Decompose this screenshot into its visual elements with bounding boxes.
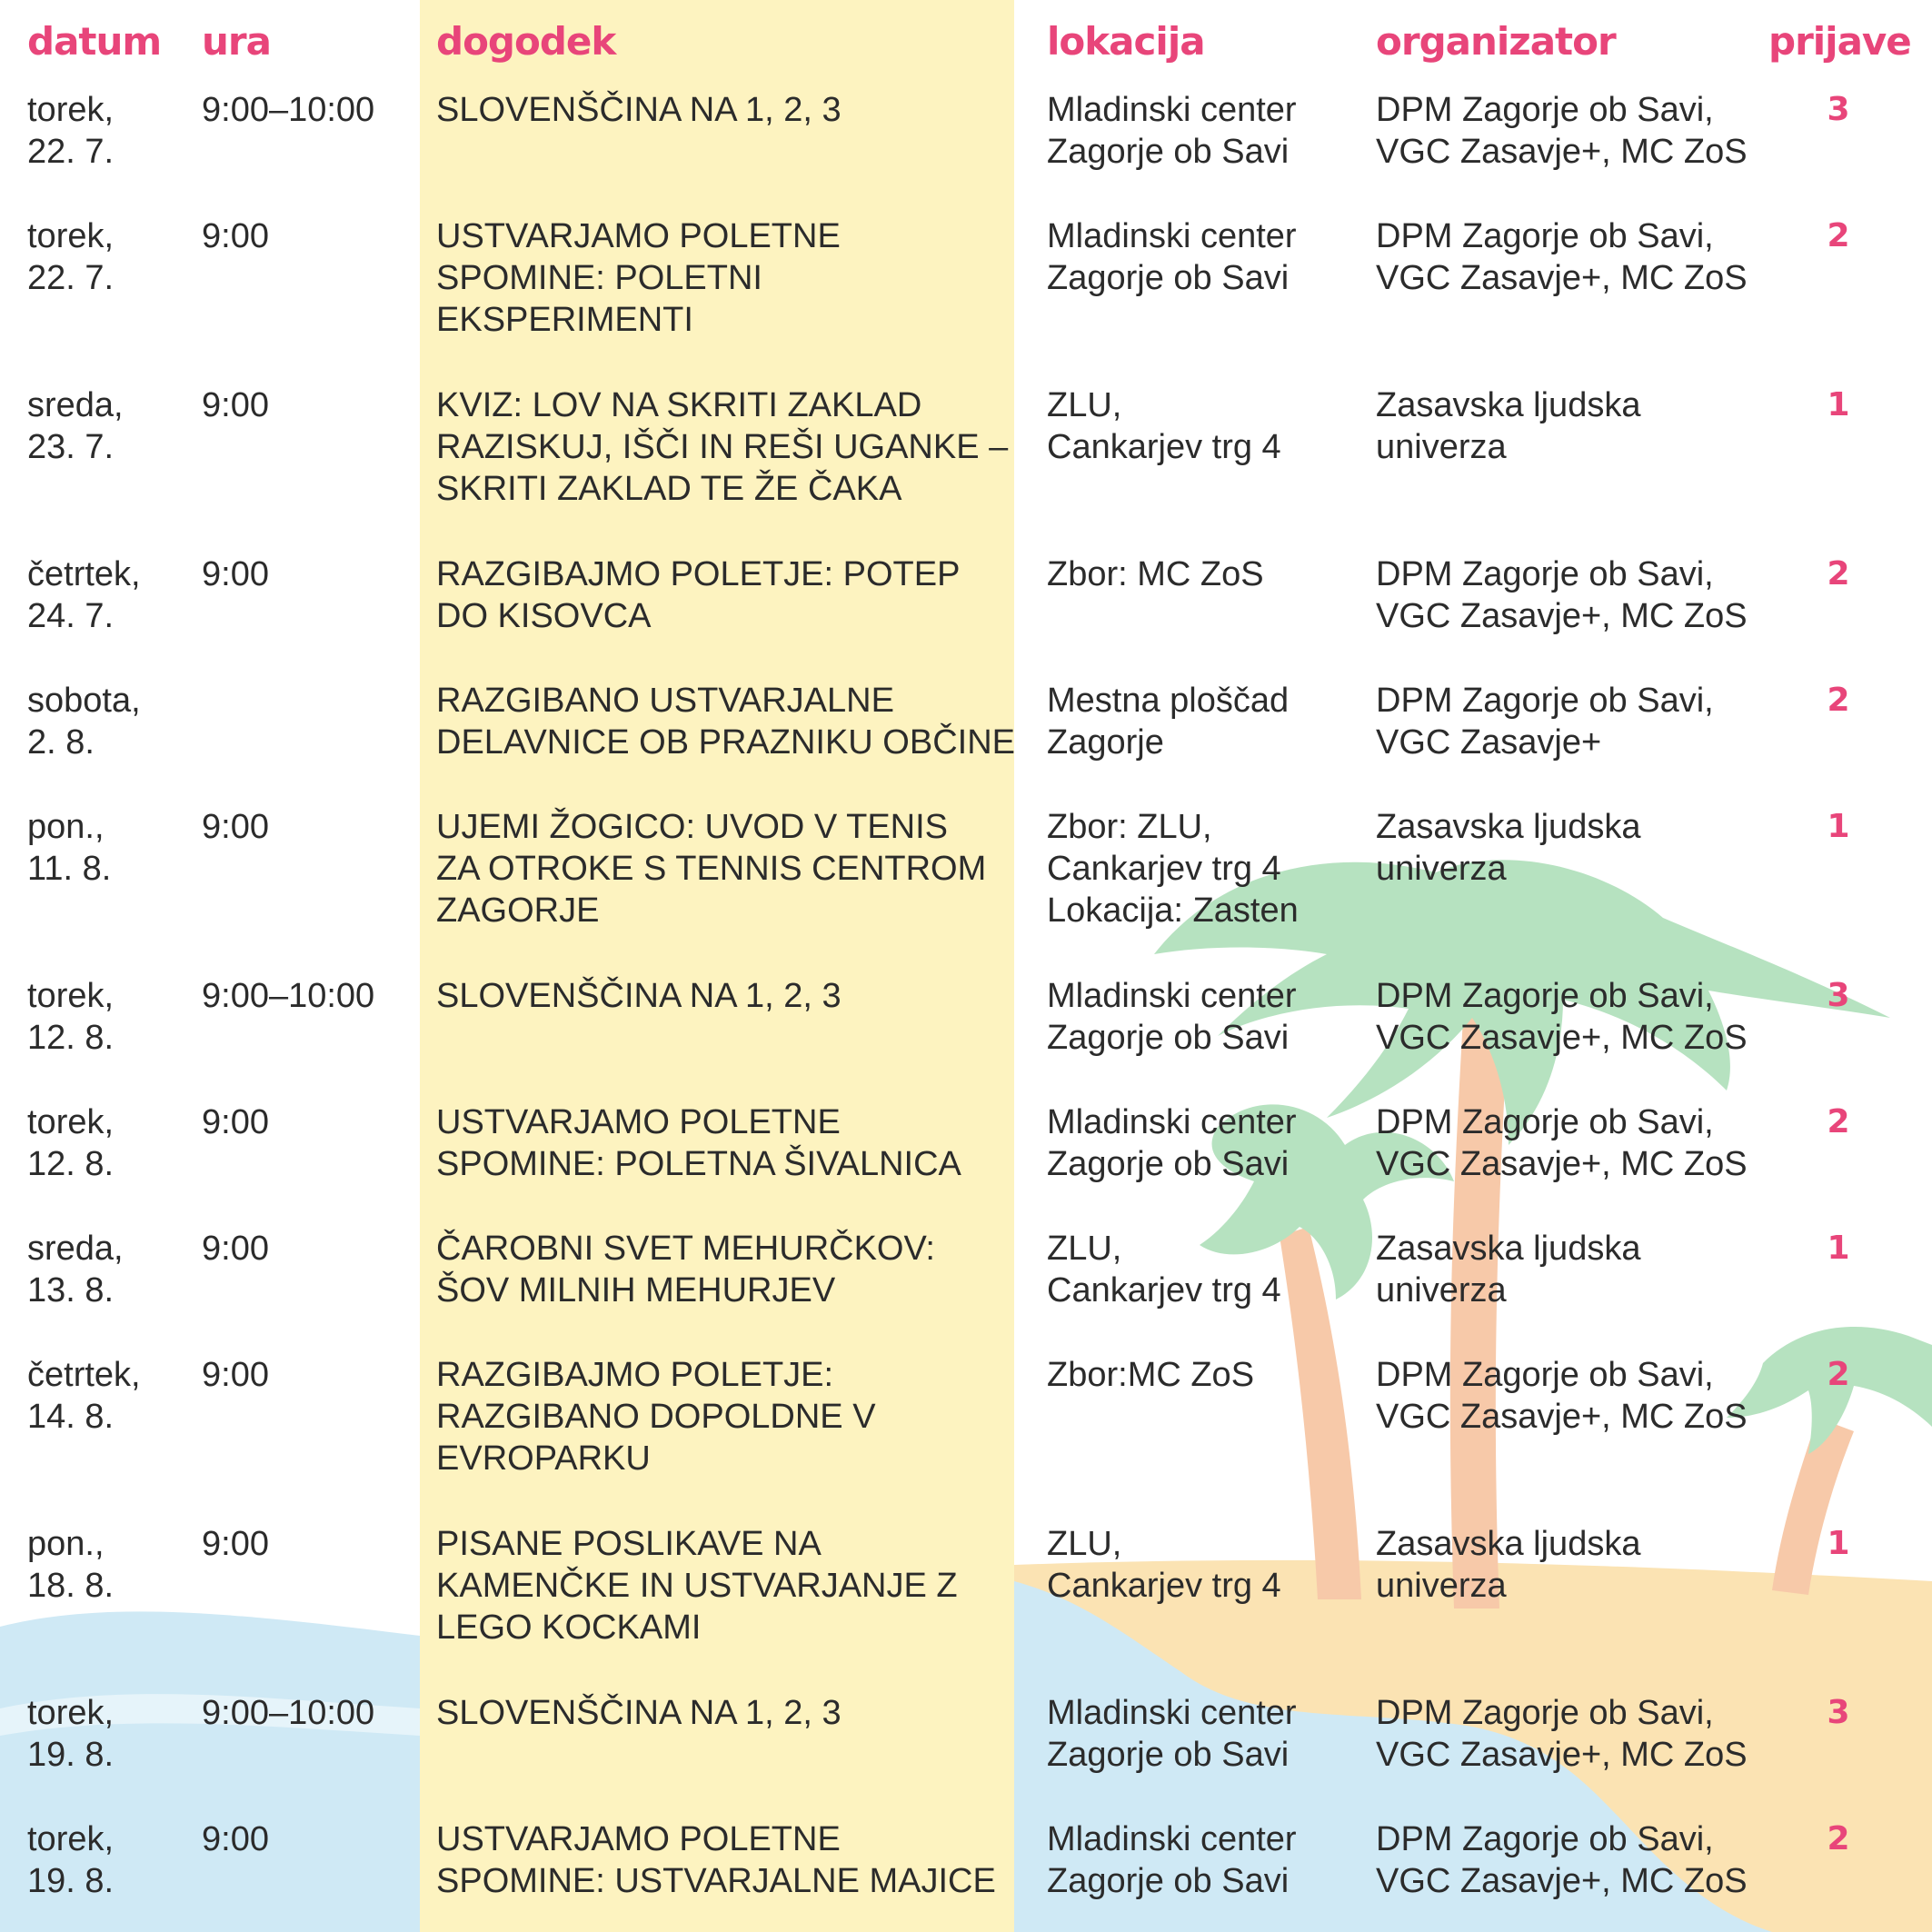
date-cell-line: 19. 8. bbox=[27, 1862, 115, 1900]
header-registrations: prijave bbox=[1768, 19, 1911, 64]
organizer-cell bbox=[1376, 553, 1776, 637]
date-cell-line: 22. 7. bbox=[27, 259, 115, 297]
location-cell-line: Mladinski center bbox=[1047, 217, 1297, 255]
date-cell-line: sobota, bbox=[27, 682, 141, 720]
event-cell-line: RAZGIBAJMO POLETJE: POTEP bbox=[436, 555, 961, 593]
organizer-cell-line: DPM Zagorje ob Savi, bbox=[1376, 682, 1714, 720]
time-cell: 9:00–10:00 bbox=[202, 977, 375, 1015]
location-cell bbox=[1047, 1101, 1374, 1185]
organizer-cell-line: VGC Zasavje+, MC ZoS bbox=[1376, 133, 1748, 171]
time-cell: 9:00 bbox=[202, 555, 269, 593]
date-cell-line: sreda, bbox=[27, 1230, 124, 1268]
event-cell-line: DO KISOVCA bbox=[436, 597, 652, 635]
organizer-cell-line: DPM Zagorje ob Savi, bbox=[1376, 217, 1714, 255]
location-cell bbox=[1047, 1692, 1374, 1776]
organizer-cell-line: Zasavska ljudska bbox=[1376, 1525, 1641, 1563]
organizer-cell bbox=[1376, 89, 1776, 173]
time-cell: 9:00–10:00 bbox=[202, 1694, 375, 1732]
organizer-cell-line: DPM Zagorje ob Savi, bbox=[1376, 1820, 1714, 1858]
date-cell-line: 2. 8. bbox=[27, 723, 95, 762]
date-cell-line: torek, bbox=[27, 217, 115, 255]
organizer-cell bbox=[1376, 1523, 1776, 1607]
registrations-cell: 2 bbox=[1827, 555, 1850, 593]
location-cell-line: Zagorje ob Savi bbox=[1047, 1736, 1290, 1774]
date-cell bbox=[27, 1101, 200, 1185]
location-cell bbox=[1047, 806, 1374, 931]
organizer-cell bbox=[1376, 806, 1776, 890]
header-organizer: organizator bbox=[1376, 19, 1616, 64]
date-cell bbox=[27, 384, 200, 468]
organizer-cell bbox=[1376, 384, 1776, 468]
organizer-cell-line: VGC Zasavje+, MC ZoS bbox=[1376, 597, 1748, 635]
event-cell bbox=[436, 975, 1018, 1017]
date-cell-line: torek, bbox=[27, 1820, 115, 1858]
event-cell bbox=[436, 553, 1018, 637]
location-cell bbox=[1047, 975, 1374, 1059]
event-cell-line: SLOVENŠČINA NA 1, 2, 3 bbox=[436, 91, 842, 129]
location-cell-line: Zagorje ob Savi bbox=[1047, 1019, 1290, 1057]
event-cell-line: ZAGORJE bbox=[436, 891, 600, 930]
event-cell bbox=[436, 384, 1018, 510]
location-cell-line: Zagorje bbox=[1047, 723, 1164, 762]
date-cell bbox=[27, 1228, 200, 1311]
date-cell-line: četrtek, bbox=[27, 1356, 141, 1394]
event-cell-line: USTVARJAMO POLETNE bbox=[436, 1820, 841, 1858]
location-cell bbox=[1047, 89, 1374, 173]
organizer-cell-line: Zasavska ljudska bbox=[1376, 386, 1641, 424]
date-cell bbox=[27, 553, 200, 637]
date-cell-line: 14. 8. bbox=[27, 1398, 115, 1436]
registrations-cell: 1 bbox=[1827, 1525, 1850, 1562]
organizer-cell-line: VGC Zasavje+, MC ZoS bbox=[1376, 1862, 1748, 1900]
organizer-cell-line: DPM Zagorje ob Savi, bbox=[1376, 1356, 1714, 1394]
date-cell-line: 12. 8. bbox=[27, 1019, 115, 1057]
organizer-cell-line: univerza bbox=[1376, 850, 1507, 888]
location-cell bbox=[1047, 680, 1374, 763]
organizer-cell-line: univerza bbox=[1376, 1567, 1507, 1605]
event-cell-line: RAZGIBANO USTVARJALNE bbox=[436, 682, 894, 720]
date-cell bbox=[27, 89, 200, 173]
date-cell-line: torek, bbox=[27, 1103, 115, 1141]
date-cell-line: torek, bbox=[27, 91, 115, 129]
registrations-cell: 2 bbox=[1827, 1820, 1850, 1857]
time-cell: 9:00 bbox=[202, 808, 269, 846]
event-cell-line: UJEMI ŽOGICO: UVOD V TENIS bbox=[436, 808, 949, 846]
registrations-cell: 1 bbox=[1827, 808, 1850, 845]
organizer-cell-line: DPM Zagorje ob Savi, bbox=[1376, 91, 1714, 129]
event-cell-line: RAZGIBANO DOPOLDNE V bbox=[436, 1398, 876, 1436]
location-cell-line: ZLU, bbox=[1047, 386, 1122, 424]
date-cell-line: 18. 8. bbox=[27, 1567, 115, 1605]
date-cell-line: torek, bbox=[27, 1694, 115, 1732]
event-cell-line: SKRITI ZAKLAD TE ŽE ČAKA bbox=[436, 470, 902, 508]
location-cell bbox=[1047, 384, 1374, 468]
date-cell-line: 11. 8. bbox=[27, 850, 112, 888]
event-cell bbox=[436, 1101, 1018, 1185]
location-cell-line: Cankarjev trg 4 bbox=[1047, 428, 1281, 466]
location-cell-line: Cankarjev trg 4 bbox=[1047, 1271, 1281, 1310]
time-cell: 9:00 bbox=[202, 1820, 269, 1858]
organizer-cell-line: DPM Zagorje ob Savi, bbox=[1376, 1103, 1714, 1141]
organizer-cell bbox=[1376, 1818, 1776, 1902]
location-cell-line: Mladinski center bbox=[1047, 1820, 1297, 1858]
organizer-cell-line: VGC Zasavje+, MC ZoS bbox=[1376, 259, 1748, 297]
location-cell-line: Zagorje ob Savi bbox=[1047, 259, 1290, 297]
registrations-cell: 1 bbox=[1827, 386, 1850, 423]
event-cell bbox=[436, 806, 1018, 931]
location-cell-line: Cankarjev trg 4 bbox=[1047, 1567, 1281, 1605]
location-cell bbox=[1047, 1228, 1374, 1311]
time-cell: 9:00 bbox=[202, 386, 269, 424]
location-cell-line: Lokacija: Zasten bbox=[1047, 891, 1299, 930]
date-cell bbox=[27, 806, 200, 890]
date-cell-line: sreda, bbox=[27, 386, 124, 424]
time-cell: 9:00 bbox=[202, 1103, 269, 1141]
header-event: dogodek bbox=[436, 19, 616, 64]
organizer-cell bbox=[1376, 1228, 1776, 1311]
organizer-cell bbox=[1376, 1101, 1776, 1185]
location-cell-line: Zagorje ob Savi bbox=[1047, 133, 1290, 171]
location-cell bbox=[1047, 1818, 1374, 1902]
event-cell-line: KVIZ: LOV NA SKRITI ZAKLAD bbox=[436, 386, 922, 424]
header-location: lokacija bbox=[1047, 19, 1205, 64]
organizer-cell-line: Zasavska ljudska bbox=[1376, 1230, 1641, 1268]
location-cell-line: ZLU, bbox=[1047, 1525, 1122, 1563]
location-cell-line: Mladinski center bbox=[1047, 1103, 1297, 1141]
date-cell bbox=[27, 1354, 200, 1438]
event-cell bbox=[436, 680, 1018, 763]
time-cell: 9:00 bbox=[202, 1525, 269, 1563]
organizer-cell bbox=[1376, 1354, 1776, 1438]
event-cell-line: ŠOV MILNIH MEHURJEV bbox=[436, 1271, 836, 1310]
organizer-cell-line: VGC Zasavje+, MC ZoS bbox=[1376, 1019, 1748, 1057]
event-cell-line: EKSPERIMENTI bbox=[436, 301, 693, 339]
location-cell-line: Zagorje ob Savi bbox=[1047, 1862, 1290, 1900]
location-cell-line: Mladinski center bbox=[1047, 91, 1297, 129]
event-cell-line: RAZGIBAJMO POLETJE: bbox=[436, 1356, 834, 1394]
date-cell-line: četrtek, bbox=[27, 555, 141, 593]
date-cell bbox=[27, 1523, 200, 1607]
event-cell bbox=[436, 1818, 1018, 1902]
organizer-cell-line: univerza bbox=[1376, 428, 1507, 466]
location-cell-line: Mladinski center bbox=[1047, 1694, 1297, 1732]
location-cell bbox=[1047, 1354, 1374, 1396]
event-cell-line: EVROPARKU bbox=[436, 1439, 651, 1478]
event-cell-line: PISANE POSLIKAVE NA bbox=[436, 1525, 822, 1563]
organizer-cell-line: VGC Zasavje+, MC ZoS bbox=[1376, 1398, 1748, 1436]
location-cell-line: Zagorje ob Savi bbox=[1047, 1145, 1290, 1183]
date-cell-line: 23. 7. bbox=[27, 428, 115, 466]
location-cell bbox=[1047, 1523, 1374, 1607]
organizer-cell-line: DPM Zagorje ob Savi, bbox=[1376, 977, 1714, 1015]
event-cell bbox=[436, 1692, 1018, 1734]
event-cell-line: RAZISKUJ, IŠČI IN REŠI UGANKE – bbox=[436, 428, 1009, 466]
organizer-cell-line: VGC Zasavje+ bbox=[1376, 723, 1602, 762]
date-cell-line: 19. 8. bbox=[27, 1736, 115, 1774]
date-cell-line: 22. 7. bbox=[27, 133, 115, 171]
event-cell-line: USTVARJAMO POLETNE bbox=[436, 1103, 841, 1141]
location-cell-line: Cankarjev trg 4 bbox=[1047, 850, 1281, 888]
event-cell-line: SPOMINE: USTVARJALNE MAJICE bbox=[436, 1862, 996, 1900]
date-cell-line: 24. 7. bbox=[27, 597, 115, 635]
organizer-cell-line: univerza bbox=[1376, 1271, 1507, 1310]
registrations-cell: 2 bbox=[1827, 217, 1850, 254]
event-cell-line: SPOMINE: POLETNA ŠIVALNICA bbox=[436, 1145, 961, 1183]
date-cell-line: 13. 8. bbox=[27, 1271, 115, 1310]
organizer-cell-line: VGC Zasavje+, MC ZoS bbox=[1376, 1145, 1748, 1183]
date-cell bbox=[27, 215, 200, 299]
event-cell-line: DELAVNICE OB PRAZNIKU OBČINE bbox=[436, 723, 1015, 762]
organizer-cell-line: DPM Zagorje ob Savi, bbox=[1376, 1694, 1714, 1732]
event-cell-line: ČAROBNI SVET MEHURČKOV: bbox=[436, 1230, 935, 1268]
location-cell bbox=[1047, 215, 1374, 299]
registrations-cell: 1 bbox=[1827, 1230, 1850, 1267]
header-time: ura bbox=[202, 19, 271, 64]
registrations-cell: 3 bbox=[1827, 91, 1850, 128]
event-cell bbox=[436, 1354, 1018, 1479]
organizer-cell-line: Zasavska ljudska bbox=[1376, 808, 1641, 846]
date-cell-line: 12. 8. bbox=[27, 1145, 115, 1183]
event-cell-line: LEGO KOCKAMI bbox=[436, 1608, 702, 1647]
event-cell-line: ZA OTROKE S TENNIS CENTROM bbox=[436, 850, 987, 888]
time-cell: 9:00 bbox=[202, 217, 269, 255]
event-cell-line: SPOMINE: POLETNI bbox=[436, 259, 762, 297]
date-cell bbox=[27, 1818, 200, 1902]
time-cell: 9:00–10:00 bbox=[202, 91, 375, 129]
date-cell bbox=[27, 1692, 200, 1776]
header-date: datum bbox=[27, 19, 162, 64]
event-cell bbox=[436, 1228, 1018, 1311]
location-cell bbox=[1047, 553, 1374, 595]
location-cell-line: Zbor: MC ZoS bbox=[1047, 555, 1264, 593]
date-cell bbox=[27, 975, 200, 1059]
event-cell-line: USTVARJAMO POLETNE bbox=[436, 217, 841, 255]
location-cell-line: Zbor: ZLU, bbox=[1047, 808, 1212, 846]
registrations-cell: 2 bbox=[1827, 1103, 1850, 1140]
registrations-cell: 2 bbox=[1827, 682, 1850, 719]
event-cell bbox=[436, 89, 1018, 131]
event-cell bbox=[436, 215, 1018, 341]
date-cell-line: pon., bbox=[27, 1525, 105, 1563]
registrations-cell: 3 bbox=[1827, 1694, 1850, 1731]
date-cell bbox=[27, 680, 200, 763]
event-cell-line: KAMENČKE IN USTVARJANJE Z bbox=[436, 1567, 958, 1605]
organizer-cell-line: VGC Zasavje+, MC ZoS bbox=[1376, 1736, 1748, 1774]
event-cell bbox=[436, 1523, 1018, 1648]
organizer-cell bbox=[1376, 1692, 1776, 1776]
location-cell-line: Mladinski center bbox=[1047, 977, 1297, 1015]
location-cell-line: Zbor:MC ZoS bbox=[1047, 1356, 1255, 1394]
time-cell: 9:00 bbox=[202, 1356, 269, 1394]
date-cell-line: torek, bbox=[27, 977, 115, 1015]
organizer-cell-line: DPM Zagorje ob Savi, bbox=[1376, 555, 1714, 593]
time-cell: 9:00 bbox=[202, 1230, 269, 1268]
event-cell-line: SLOVENŠČINA NA 1, 2, 3 bbox=[436, 977, 842, 1015]
organizer-cell bbox=[1376, 680, 1776, 763]
event-cell-line: SLOVENŠČINA NA 1, 2, 3 bbox=[436, 1694, 842, 1732]
date-cell-line: pon., bbox=[27, 808, 105, 846]
organizer-cell bbox=[1376, 975, 1776, 1059]
organizer-cell bbox=[1376, 215, 1776, 299]
registrations-cell: 3 bbox=[1827, 977, 1850, 1014]
registrations-cell: 2 bbox=[1827, 1356, 1850, 1393]
location-cell-line: ZLU, bbox=[1047, 1230, 1122, 1268]
location-cell-line: Mestna ploščad bbox=[1047, 682, 1290, 720]
